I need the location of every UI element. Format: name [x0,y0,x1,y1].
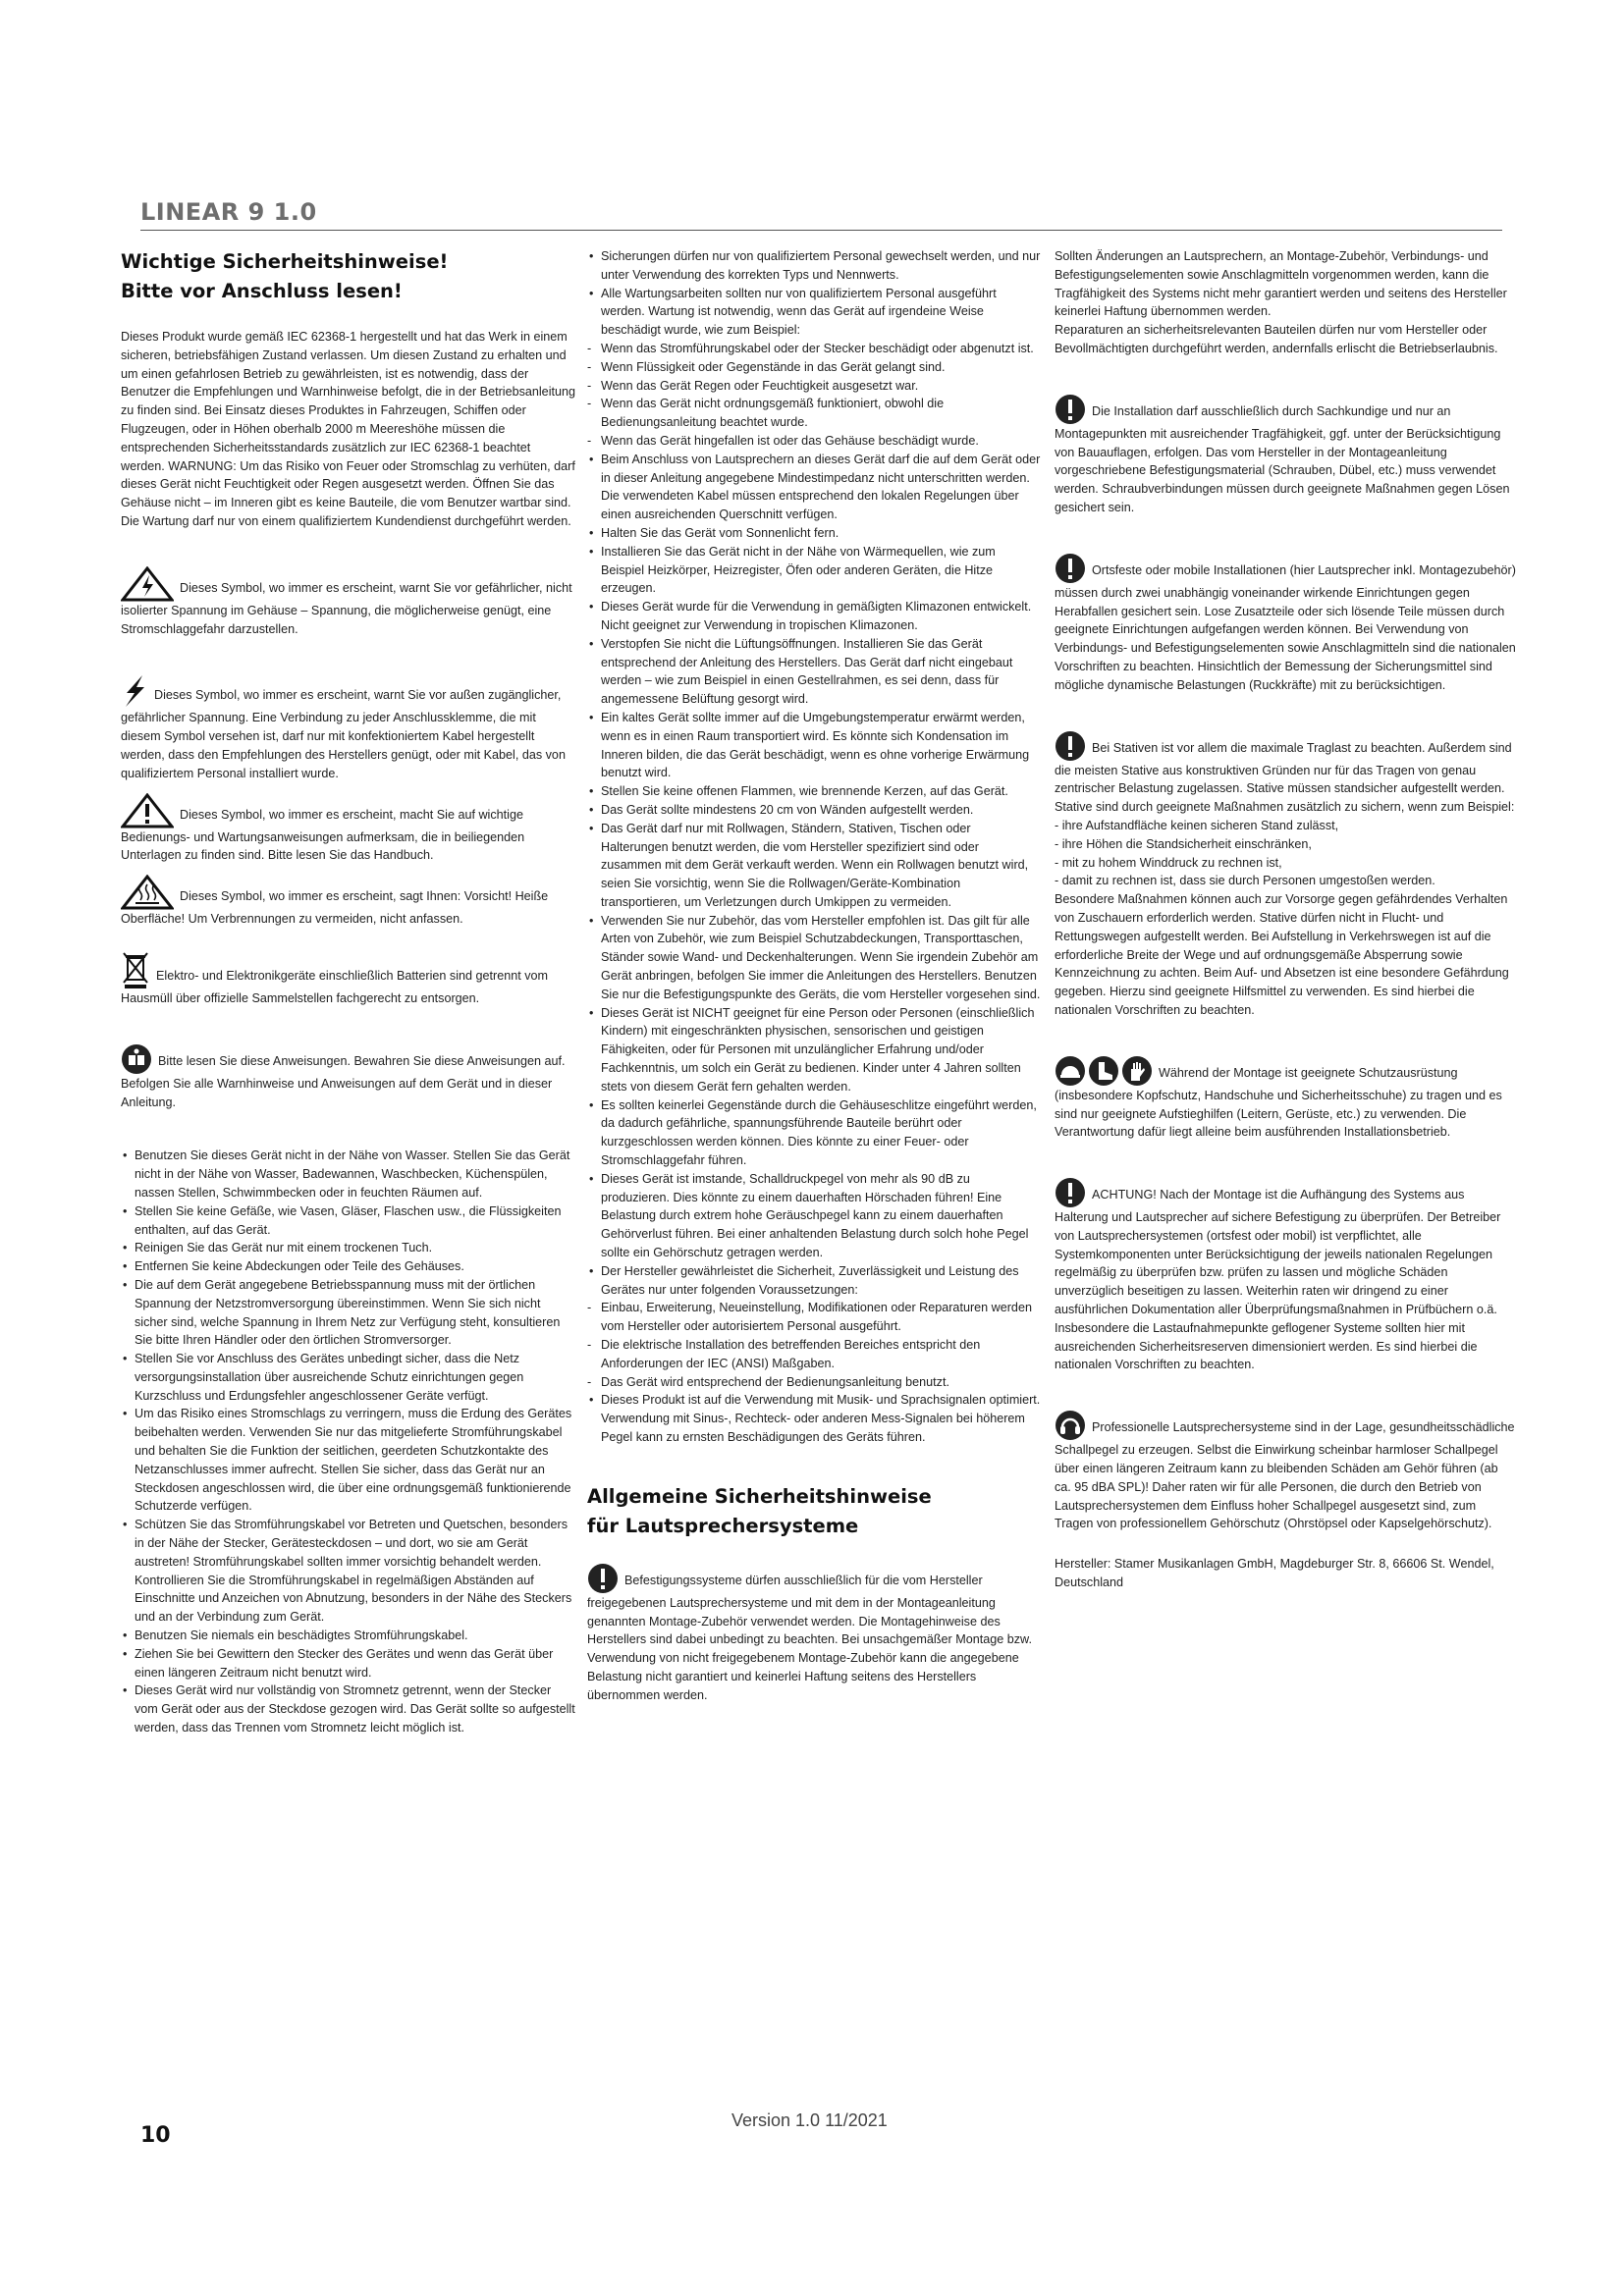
fixed-installation-paragraph: Ortsfeste oder mobile Installationen (hier Lautsprecher inkl. Montagezubehör) müssen durch zwei unabhängig voneinander wirkende Einrichtungen gegen Herabfallen gesichert sein. Lose Zusatzteile oder sich lösende Teile müssen durch geeignete Einrichtungen aufgefangen werden können. Bei Verwendung von Verbindungs- und Befestigungselementen sowie Anschlagmitteln sind die nationalen Vorschriften zu beachten. Hinsichtlich der Bemessung der Sicherungsmittel sind mögliche dynamische Belastungen (Ruckkräfte) mit zu berücksichtigen. [1055,553,1516,695]
hearing-paragraph: Professionelle Lautsprechersysteme sind in der Lage, gesundheitsschädliche Schallpegel zu erzeugen. Selbst die Einwirkung scheinbar harmloser Schallpegel über einen längeren Zeitraum kann zu bleibenden Schäden am Gehör führen (ab ca. 95 dBA SPL)! Daher raten wir für alle Personen, die durch den Betrieb von Lautsprechersystemen dem Einfluss hoher Schallpegel ausgesetzt sind, zum Tragen von professionellem Gehörschutz (Ohrstöpsel oder Kapselgehörschutz). [1055,1410,1516,1533]
safety-bullet-list [121,1147,576,1737]
list-item: • Das Gerät sollte mindestens 20 cm von Wänden aufgestellt werden. [587,801,1041,820]
symbol-weee-para: Elektro- und Elektronikgeräte einschließlich Batterien sind getrennt vom Hausmüll über offizielle Sammelstellen fachgerecht zu entsorgen. [121,950,576,1008]
exclamation-circle-icon [1055,553,1086,584]
list-item: • Die auf dem Gerät angegebene Betriebsspannung muss mit der örtlichen Spannung der Netzstromversorgung übereinstimmen. Wenn Sie sich nicht sicher sind, welche Spannung in Ihrem Netz zur Verfügung steht, konsultieren Sie bitte Ihren Händler oder den örtlichen Stromversorger. [121,1276,576,1350]
exclamation-circle-icon [1055,730,1086,762]
heading-general-safety: Allgemeine Sicherheitshinweise [587,1484,932,1508]
weee-crossed-bin-icon [121,950,150,989]
exclamation-circle-icon [1055,1177,1086,1208]
high-voltage-warning-icon [121,566,174,602]
manufacturer-address: Hersteller: Stamer Musikanlagen GmbH, Magdeburger Str. 8, 66606 St. Wendel, Deutschland [1055,1557,1494,1590]
maintenance-bullet-list [587,247,1041,1447]
list-item: • Stellen Sie keine Gefäße, wie Vasen, Gläser, Flaschen usw., die Flüssigkeiten enthalten, auf das Gerät. [121,1202,576,1240]
ppe-paragraph: Während der Montage ist geeignete Schutzausrüstung (insbesondere Kopfschutz, Handschuhe und Sicherheitsschuhe) zu tragen und es sind nur geeignete Aufstieghilfen (Leitern, Gerüste, etc.) zu verwenden. Die Verantwortung dafür liegt alleine beim ausführenden Installationsbetrieb. [1055,1055,1516,1142]
repair-paragraph: Reparaturen an sicherheitsrelevanten Bauteilen dürfen nur vom Hersteller oder Bevollmächtigten durchgeführt werden, andernfalls erlischt die Betriebserlaubnis. [1055,323,1498,355]
helmet-icon [1055,1055,1086,1087]
list-item: • Verwenden Sie nur Zubehör, das vom Hersteller empfohlen ist. Das gilt für alle Arten von Zubehör, wie zum Beispiel Schutzabdeckungen, Transporttaschen, Ständer sowie Wand- und Deckenhalterungen. Wenn Sie irgendein Zubehör am Gerät anbringen, befolgen Sie immer die Anleitungen des Herstellers. Benutzen Sie nur die Befestigungspunkte des Geräts, die vom Hersteller vorgesehen sind. [587,912,1041,1004]
live-terminal-icon [121,673,148,709]
version-label: Version 1.0 11/2021 [731,2110,888,2130]
list-item: - damit zu rechnen ist, dass sie durch Personen umgestoßen werden. [1055,874,1435,888]
list-item: • Reinigen Sie das Gerät nur mit einem trockenen Tuch. [121,1239,576,1257]
list-item: - ihre Höhen die Standsicherheit einschränken, [1055,836,1312,851]
list-item: • Benutzen Sie niemals ein beschädigtes Stromführungskabel. [121,1627,576,1645]
list-item: • Benutzen Sie dieses Gerät nicht in der Nähe von Wasser. Stellen Sie das Gerät nicht in der Nähe von Wasser, Badewannen, Waschbecken, Küchenspülen, nassen Stellen, Schwimmbecken oder in feuchten Räumen auf. [121,1147,576,1201]
heading-important-safety: Wichtige Sicherheitshinweise! [121,250,449,273]
read-manual-icon [121,1043,152,1075]
column-middle [587,247,1041,1705]
list-item: - Wenn das Stromführungskabel oder der Stecker beschädigt oder abgenutzt ist. [587,340,1041,358]
attention-paragraph-2: Insbesondere die Lastaufnahmepunkte geflogener Systeme sollten hier mit ausreichenden Sicherheitsreserven dimensioniert werden. Es sind hierbei die nationalen Vorschriften zu beachten. [1055,1320,1478,1372]
symbol-hot-para: Dieses Symbol, wo immer es erscheint, sagt Ihnen: Vorsicht! Heiße Oberfläche! Um Verbrennungen zu vermeiden, nicht anfassen. [121,875,576,929]
list-item: - Wenn das Gerät nicht ordnungsgemäß funktioniert, obwohl die Bedienungsanleitung beachtet wurde. [587,395,1041,432]
list-item: • Um das Risiko eines Stromschlags zu verringern, muss die Erdung des Gerätes beibehalten werden. Verwenden Sie nur das mitgelieferte Stromführungskabel und behalten Sie die Funktion der seitlichen, geerdeten Schutzkontakte des Netzanschlusses immer aufrecht. Stellen Sie sicher, dass das Gerät nur an Steckdosen angeschlossen wird, die über eine ordnungsgemäß funktionierende Schutzerde verfügen. [121,1405,576,1516]
gloves-icon [1121,1055,1153,1087]
stands-paragraph: Bei Stativen ist vor allem die maximale Traglast zu beachten. Außerdem sind die meisten Stative aus konstruktiven Gründen nur für das Tragen von genau zentrischer Belastung zugelassen. Stative müssen standsicher aufgestellt werden. Stative sind durch geeignete Maßnahmen zusätzlich zu sichern, wenn zum Beispiel: [1055,730,1516,817]
modification-paragraph: Sollten Änderungen an Lautsprechern, an Montage-Zubehör, Verbindungs- und Befestigungselementen sowie Anschlagmitteln vorgenommen werden, kann die Tragfähigkeit des Systems nicht mehr garantiert werden und seitens des Hersteller keinerlei Haftung übernommen werden. [1055,249,1507,319]
list-item: • Das Gerät darf nur mit Rollwagen, Ständern, Stativen, Tischen oder Halterungen benutzt werden, die vom Hersteller spezifiziert sind oder zusammen mit dem Gerät verkauft werden. Wenn ein Rollwagen benutzt wird, seien Sie vorsichtig, wenn Sie die Rollwagen/Geräte-Kombination transportieren, um Verletzungen durch Umkippen zu vermeiden. [587,820,1041,912]
header-title: LINEAR 9 1.0 [140,198,317,226]
heading-speaker-systems: für Lautsprechersysteme [587,1514,859,1537]
list-item: • Sicherungen dürfen nur von qualifiziertem Personal gewechselt werden, und nur unter Verwendung des korrekten Typs und Nennwerts. [587,247,1041,285]
list-item: • Dieses Produkt ist auf die Verwendung mit Musik- und Sprachsignalen optimiert. Verwendung mit Sinus-, Rechteck- oder anderen Mess-Signalen bei höherem Pegel kann zu ernsten Beschädigungen des Geräts führen. [587,1391,1041,1446]
heading-read-before: Bitte vor Anschluss lesen! [121,280,403,302]
list-item: - Einbau, Erweiterung, Neueinstellung, Modifikationen oder Reparaturen werden vom Hersteller oder autorisiertem Personal ausgeführt. [587,1299,1041,1336]
list-item: • Halten Sie das Gerät vom Sonnenlicht fern. [587,524,1041,543]
list-item: - ihre Aufstandfläche keinen sicheren Stand zulässt, [1055,818,1339,832]
list-item: • Verstopfen Sie nicht die Lüftungsöffnungen. Installieren Sie das Gerät entsprechend der Anleitung des Herstellers. Das Gerät darf nicht eingebaut werden – wie zum Beispiel in einen Gestellrahmen, es sei denn, dass für angemessene Belüftung gesorgt wird. [587,635,1041,709]
page-header [140,198,1502,231]
list-item: • Schützen Sie das Stromführungskabel vor Betreten und Quetschen, besonders in der Nähe der Stecker, Gerätesteckdosen – und dort, wo sie am Gerät austreten! Stromführungskabel sollten immer vorsichtig behandelt werden. Kontrollieren Sie die Stromführungskabel in regelmäßigen Abständen auf Einschnitte und Anzeichen von Abnutzung, besonders in der Nähe des Steckers und an der Verbindung zum Gerät. [121,1516,576,1627]
safety-shoe-icon [1088,1055,1119,1087]
list-item: • Stellen Sie vor Anschluss des Gerätes unbedingt sicher, dass die Netz versorgungsinstallation über ausreichende Schutz einrichtungen gegen Kurzschluss und Erdungsfehler angeschlossener Geräte verfügt. [121,1350,576,1405]
list-item: - Wenn das Gerät Regen oder Feuchtigkeit ausgesetzt war. [587,377,1041,396]
column-left [121,247,576,1737]
list-item: - Wenn das Gerät hingefallen ist oder das Gehäuse beschädigt wurde. [587,432,1041,451]
column-right [1055,247,1516,1592]
list-item: - mit zu hohem Winddruck zu rechnen ist, [1055,855,1282,870]
list-item: • Der Hersteller gewährleistet die Sicherheit, Zuverlässigkeit und Leistung des Gerätes nur unter folgenden Voraussetzungen: [587,1262,1041,1300]
list-item: • Alle Wartungsarbeiten sollten nur von qualifiziertem Personal ausgeführt werden. Wartung ist notwendig, wenn das Gerät auf irgendeine Weise beschädigt wurde, wie zum Beispiel: [587,285,1041,340]
symbol-manual-para: Dieses Symbol, wo immer es erscheint, macht Sie auf wichtige Bedienungs- und Wartungsanweisungen aufmerksam, die in beiliegenden Unterlagen zu finden sind. Bitte lesen Sie das Handbuch. [121,793,576,866]
installation-paragraph: Die Installation darf ausschließlich durch Sachkundige und nur an Montagepunkten mit ausreichender Tragfähigkeit, ggf. unter der Berücksichtigung von Bauauflagen, erfolgen. Das vom Hersteller in der Montageanleitung vorgeschriebene Befestigungsmaterial (Schrauben, Dübel, etc.) muss verwendet werden. Schraubverbindungen müssen durch geeignete Maßnahmen gegen Lösen gesichert sein. [1055,394,1516,517]
mounting-paragraph: Befestigungssysteme dürfen ausschließlich für die vom Hersteller freigegebenen Lautsprechersysteme und mit dem in der Montageanleitung genannten Montage-Zubehör verwendet werden. Die Montagehinweise des Herstellers sind dabei unbedingt zu beachten. Bei unsachgemäßer Montage bzw. Verwendung von nicht freigegebenem Montage-Zubehör kann die angegebene Belastung nicht garantiert und keinerlei Haftung seitens des Herstellers übernommen werden. [587,1563,1041,1705]
ear-protection-icon [1055,1410,1086,1441]
list-item: • Ziehen Sie bei Gewittern den Stecker des Gerätes und wenn das Gerät über einen längeren Zeitraum nicht benutzt wird. [121,1645,576,1682]
symbol-terminal-para: Dieses Symbol, wo immer es erscheint, warnt Sie vor außen zugänglicher, gefährlicher Spannung. Eine Verbindung zu jeder Anschlussklemme, die mit diesem Symbol versehen ist, darf nur mit konfektioniertem Kabel hergestellt werden, dass den Empfehlungen des Herstellers genügt, oder mit Kabel, das von qualifiziertem Personal installiert wurde. [121,673,576,782]
list-item: - Die elektrische Installation des betreffenden Bereiches entspricht den Anforderungen der IEC (ANSI) Maßgaben. [587,1336,1041,1373]
page-number: 10 [140,2123,171,2148]
list-item: • Beim Anschluss von Lautsprechern an dieses Gerät darf die auf dem Gerät oder in dieser Anleitung angegebene Mindestimpedanz nicht unterschritten werden. Die verwendeten Kabel müssen entsprechend den lokalen Regelungen über einen ausreichenden Querschnitt verfügen. [587,451,1041,524]
exclamation-circle-icon [1055,394,1086,425]
list-item: • Stellen Sie keine offenen Flammen, wie brennende Kerzen, auf das Gerät. [587,782,1041,801]
list-item: • Dieses Gerät wird nur vollständig von Stromnetz getrennt, wenn der Stecker vom Gerät oder aus der Steckdose gezogen wird. Das Gerät sollte so aufgestellt werden, dass das Trennen vom Stromnetz leicht möglich ist. [121,1682,576,1736]
list-item: - Wenn Flüssigkeit oder Gegenstände in das Gerät gelangt sind. [587,358,1041,377]
list-item: • Dieses Gerät wurde für die Verwendung in gemäßigten Klimazonen entwickelt. Nicht geeignet zur Verwendung in tropischen Klimazonen. [587,598,1041,635]
list-item: - Das Gerät wird entsprechend der Bedienungsanleitung benutzt. [587,1373,1041,1392]
list-item: • Dieses Gerät ist NICHT geeignet für eine Person oder Personen (einschließlich Kindern) mit eingeschränkten physischen, sensorischen und geistigen Fähigkeiten, oder für Personen mit unzulänglicher Erfahrung und/oder Fachkenntnis, um solch ein Gerät zu bedienen. Kinder unter 4 Jahren sollten stets von diesem Gerät fern gehalten werden. [587,1004,1041,1096]
attention-paragraph: ACHTUNG! Nach der Montage ist die Aufhängung des Systems aus Halterung und Lautsprecher auf sichere Befestigung zu überprüfen. Der Betreiber von Lautsprechersystemen (ortsfest oder mobil) ist verpflichtet, alle Systemkomponenten unter Berücksichtigung der jeweils nationalen Regelungen regelmäßig zu überprüfen bzw. prüfen zu lassen und mögliche Schäden unverzüglich beseitigen zu lassen. Weiterhin raten wir dringend zu einer ausführlichen Dokumentation aller Überprüfungsmaßnahmen in Prüfbüchern o.ä. [1055,1177,1516,1319]
exclamation-circle-icon [587,1563,619,1594]
list-item: • Installieren Sie das Gerät nicht in der Nähe von Wärmequellen, wie zum Beispiel Heizkörper, Heizregister, Öfen oder anderen Geräten, die Hitze erzeugen. [587,543,1041,598]
list-item: • Es sollten keinerlei Gegenstände durch die Gehäuseschlitze eingeführt werden, da dadurch gefährliche, spannungsführende Bauteile berührt oder kurzgeschlossen werden können. Dies könnte zu einer Feuer- oder Stromschlaggefahr führen. [587,1096,1041,1170]
list-item: • Entfernen Sie keine Abdeckungen oder Teile des Gehäuses. [121,1257,576,1276]
hot-surface-icon [121,875,174,910]
caution-exclamation-icon [121,793,174,828]
stands-paragraph-2: Besondere Maßnahmen können auch zur Vorsorge gegen gefährdendes Verhalten von Zuschauern erforderlich werden. Stative dürfen nicht in Flucht- und Rettungswegen aufgestellt werden. Bei Aufstellung in Verkehrswegen ist auf die erforderliche Breite der Wege und auf ordnungsgemäße Absperrung sowie Kennzeichnung zu achten. Beim Auf- und Absetzen ist eine besondere Gefährdung gegeben. Hierzu sind geeignete Hilfsmittel zu verwenden. Es sind hierbei die nationalen Vorschriften zu beachten. [1055,892,1509,1017]
list-item: • Dieses Gerät ist imstande, Schalldruckpegel von mehr als 90 dB zu produzieren. Dies könnte zu einem dauerhaften Hörschaden führen! Eine Belastung durch extrem hohe Geräuschpegel kann zu einem dauerhaften Gehörverlust führen. Bei einer anhaltenden Belastung durch solch hohe Pegel sollte ein Gehörschutz getragen werden. [587,1170,1041,1262]
stand-conditions-list [1055,817,1516,890]
symbol-voltage-para: Dieses Symbol, wo immer es erscheint, warnt Sie vor gefährlicher, nicht isolierter Spannung im Gehäuse – Spannung, die möglicherweise genügt, eine Stromschlaggefahr darzustellen. [121,566,576,639]
list-item: • Ein kaltes Gerät sollte immer auf die Umgebungstemperatur erwärmt werden, wenn es in einen Raum transportiert wird. Es könnte sich Kondensation im Inneren bilden, die das Gerät beschädigt, wenn es ohne vorherige Erwärmung benutzt wird. [587,709,1041,782]
intro-paragraph: Dieses Produkt wurde gemäß IEC 62368-1 hergestellt und hat das Werk in einem sicheren, betriebsfähigen Zustand verlassen. Um diesen Zustand zu erhalten und um einen gefahrlosen Betrieb zu gewährleisten, ist es notwendig, dass der Benutzer die Empfehlungen und Warnhinweise befolgt, die in der Betriebsanleitung zu finden sind. Bei Einsatz dieses Produktes in Fahrzeugen, Schiffen oder Flugzeugen, oder in Höhen oberhalb 2000 m Meereshöhe müssen die entsprechenden Sicherheitsstandards zusätzlich zur IEC 62368-1 beachtet werden. WARNUNG: Um das Risiko von Feuer oder Stromschlag zu verhüten, darf dieses Gerät nicht Feuchtigkeit oder Regen ausgesetzt werden. Öffnen Sie das Gehäuse nicht – im Inneren gibt es keine Bauteile, die vom Benutzer wartbar sind. Die Wartung darf nur von einem qualifiziertem Kundendienst durchgeführt werden. [121,330,575,528]
symbol-read-para: Bitte lesen Sie diese Anweisungen. Bewahren Sie diese Anweisungen auf. Befolgen Sie alle Warnhinweise und Anweisungen auf dem Gerät und in dieser Anleitung. [121,1043,576,1112]
